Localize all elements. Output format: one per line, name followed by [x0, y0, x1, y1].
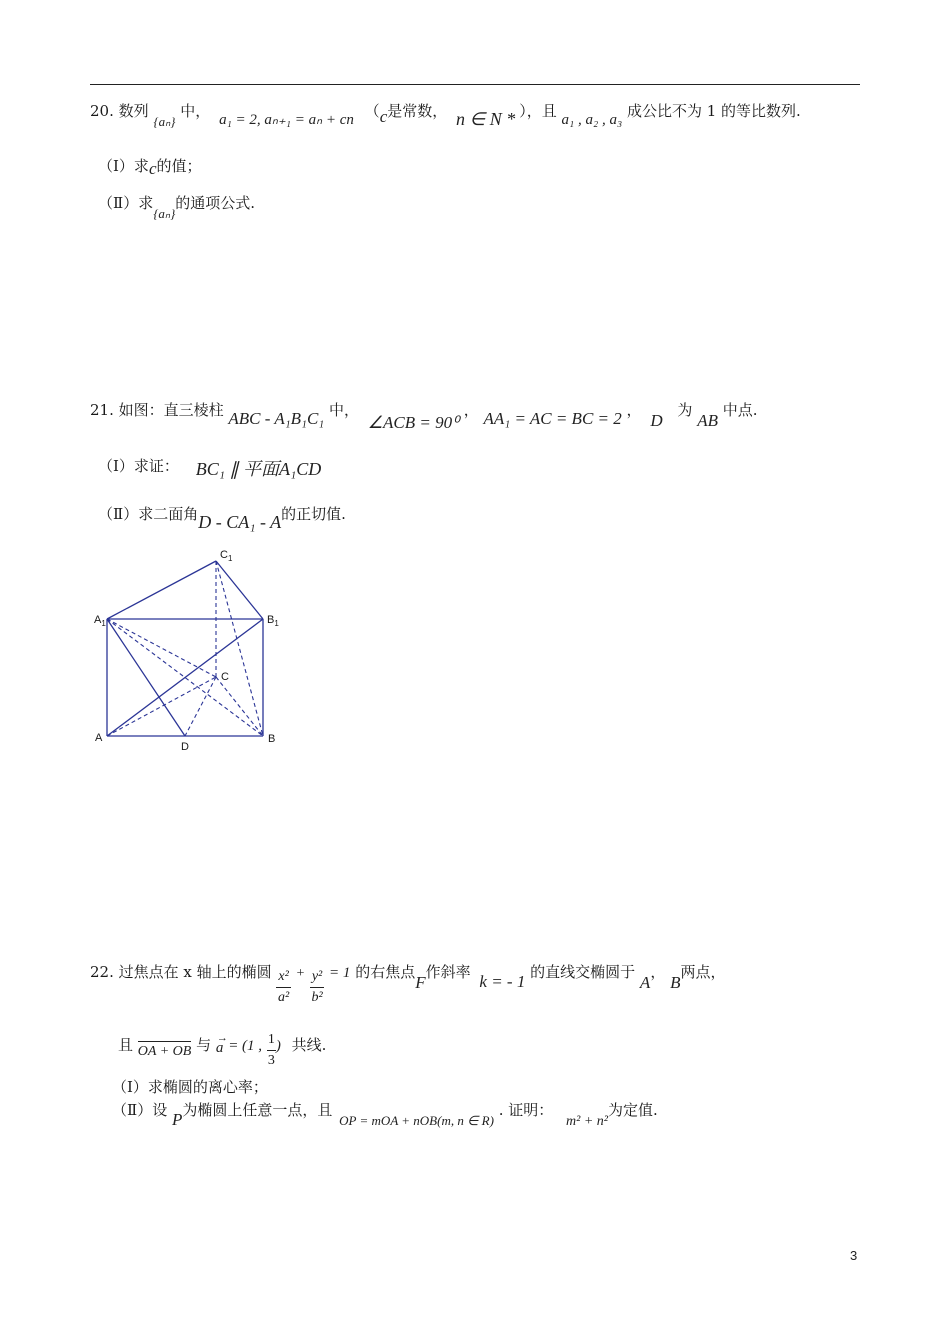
hidden-edge-cb: [216, 677, 263, 736]
label-c1: $C_1$: [220, 549, 233, 563]
hidden-edge-ac: [107, 677, 216, 736]
problem-22-part-1: （Ⅰ）求椭圆的离心率；: [112, 1078, 268, 1096]
label-a: A: [95, 732, 103, 744]
problem-22-collinear-condition: 且 OA + OB 与 → a = (1 , $\frac{1}{3}$ ) 共线.: [118, 1030, 326, 1066]
m2-plus-n2: m² + n²: [566, 1114, 608, 1129]
fraction-y2-b2: $\frac{\text{y²}}{\text{b²}}$: [311, 969, 323, 1005]
op-vector-expression: OP = mOA + nOB(m, n ∈ R): [339, 1113, 494, 1128]
right-angle: ∠ACB = 90⁰: [367, 413, 459, 432]
dihedral-angle: D - CA₁ - A: [198, 512, 282, 532]
prism-name: ABC - A₁B₁C₁: [228, 409, 325, 428]
slope: k = - 1: [479, 972, 526, 991]
segment-a1d: [107, 619, 185, 736]
problem-20-part-2: （Ⅱ）求{aₙ}的通项公式.: [98, 194, 256, 221]
label-d: D: [181, 741, 189, 753]
edge-a1c1: [107, 561, 216, 619]
vector-a: → a: [215, 1032, 228, 1056]
problem-21-part-1: （Ⅰ）求证： BC₁ ∥ 平面A₁CD: [98, 457, 322, 479]
label-a1: $A_1$: [94, 614, 106, 628]
problem-22-statement: 22. 过焦点在 x 轴上的椭圆 $\frac{\text{x²}}{\text{a²}}$ + $\frac{\text{y²}}{\text{b²}}$ = 1 的右焦点F作斜率 k = - 1 的直线交椭圆于 A， B两点，: [90, 962, 726, 1012]
label-b: B: [268, 733, 276, 745]
hidden-segment-a1c: [107, 619, 216, 677]
label-c: C: [221, 671, 229, 683]
fraction-x2-a2: $\frac{\text{x²}}{\text{a²}}$: [278, 969, 290, 1005]
first-three-terms: a₁ , a₂ , a₃: [561, 112, 623, 128]
natural-number-condition: n ∈ N *: [456, 109, 516, 129]
label-b1: $B_1$: [267, 614, 279, 628]
header-rule: [90, 84, 860, 85]
edge-lengths: AA₁ = AC = BC = 2: [483, 409, 622, 428]
fraction-one-third: $\frac{1}{3}$: [267, 1032, 275, 1068]
problem-21-statement: 21. 如图：直三棱柱 ABC - A₁B₁C₁ 中， ∠ACB = 90⁰ ， AA₁ = AC = BC = 2 ， D 为 AB 中点.: [90, 401, 758, 432]
vector-sum: OA + OB: [138, 1041, 192, 1062]
parallel-statement: BC₁ ∥ 平面A₁CD: [195, 459, 322, 479]
page-number: 3: [850, 1248, 858, 1263]
sequence-symbol: {aₙ}: [153, 114, 176, 129]
problem-22-part-2: （Ⅱ）设 P为椭圆上任意一点，且 OP = mOA + nOB(m, n ∈ R) . 证明： m² + n²为定值.: [112, 1101, 658, 1129]
problem-20-part-1: （Ⅰ）求c的值；: [98, 157, 202, 178]
recurrence-formula: a₁ = 2, aₙ₊₁ = aₙ + cn: [219, 112, 354, 128]
edge-c1b1: [216, 561, 263, 619]
prism-figure: [90, 545, 300, 760]
problem-21-part-2: （Ⅱ）求二面角D - CA₁ - A的正切值.: [98, 505, 346, 532]
problem-20-statement: 20. 数列 {aₙ} 中， a₁ = 2, aₙ₊₁ = aₙ + cn （c是常数， n ∈ N * ），且 a₁ , a₂ , a₃ 成公比不为 1 的等比数列.: [90, 102, 801, 129]
